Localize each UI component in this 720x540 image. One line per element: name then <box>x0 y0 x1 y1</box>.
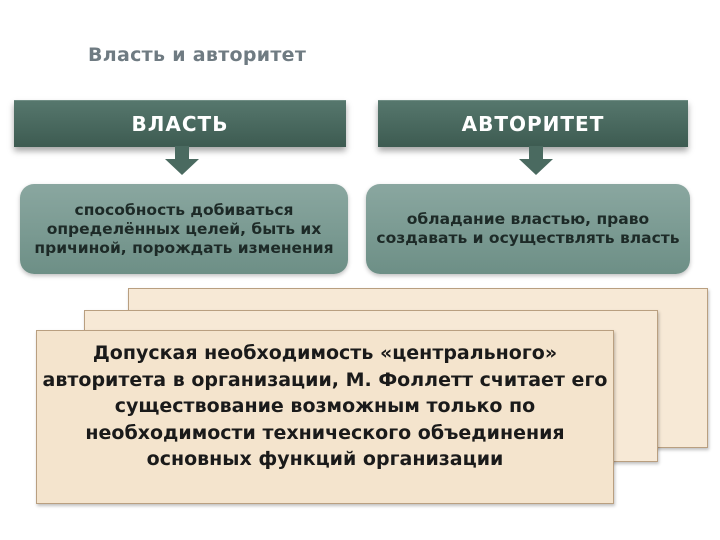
definition-text-vlast: способность добиваться определённых целей, быть их причиной, порождать изменения <box>34 200 334 257</box>
slide-title: Власть и авторитет <box>88 44 307 66</box>
header-label-avtoritet: АВТОРИТЕТ <box>461 112 605 136</box>
arrow-down-icon <box>162 146 202 176</box>
definition-box-avtoritet <box>366 184 690 274</box>
header-label-vlast: ВЛАСТЬ <box>131 112 229 136</box>
follett-note: Допуская необходимость «центрального» авторитета в организации, М. Фоллетт считает его существование возможным только по необходимости технического объединения основных функций организации <box>42 342 608 470</box>
header-bar-vlast <box>14 100 346 147</box>
definition-text-avtoritet: обладание властью, право создавать и осуществлять власть <box>376 210 680 247</box>
definition-box-vlast <box>20 184 348 274</box>
arrow-down-icon <box>516 146 556 176</box>
header-bar-avtoritet <box>378 100 688 147</box>
